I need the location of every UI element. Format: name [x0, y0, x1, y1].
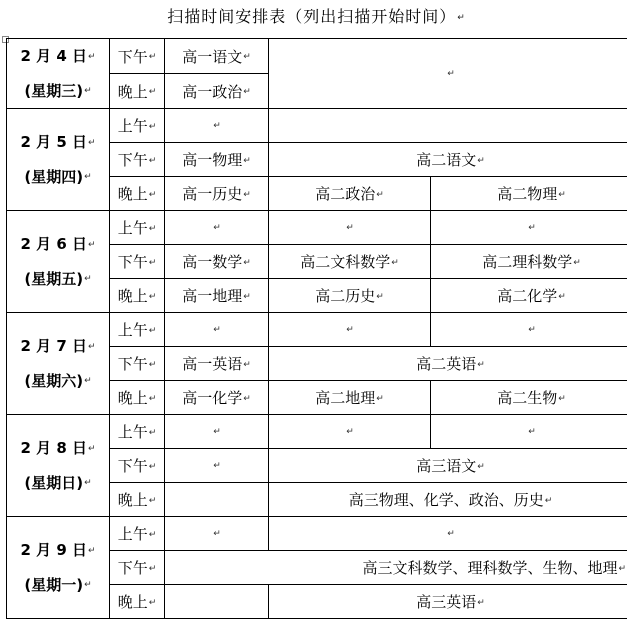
subject-cell: ↵ [165, 517, 269, 551]
subject-cell: ↵ [165, 449, 269, 483]
empty-cell: ↵ [431, 415, 633, 449]
subject-cell: 高二语文↵ [269, 143, 633, 177]
period-cell: 晚上↵ [110, 74, 165, 109]
empty-cell: ↵ [431, 211, 633, 245]
table-row [7, 39, 633, 74]
period-cell: 晚上↵ [110, 177, 165, 211]
period-cell: 上午↵ [110, 211, 165, 245]
empty-cell: ↵ [269, 39, 633, 109]
subject-cell: 高二政治↵ [269, 177, 431, 211]
period-cell: 上午↵ [110, 313, 165, 347]
table-row [7, 313, 633, 347]
period-cell: 晚上↵ [110, 381, 165, 415]
subject-cell: 高一数学↵ [165, 245, 269, 279]
page-edge [627, 38, 633, 620]
subject-cell: 高一英语↵ [165, 347, 269, 381]
period-cell: 下午↵ [110, 449, 165, 483]
period-cell: 晚上↵ [110, 483, 165, 517]
subject-cell: 高一政治↵ [165, 74, 269, 109]
subject-cell: ↵ [165, 415, 269, 449]
subject-cell: 高三语文↵ [269, 449, 633, 483]
subject-cell [165, 585, 269, 619]
subject-cell: 高二英语↵ [269, 347, 633, 381]
subject-cell: 高二理科数学↵ [431, 245, 633, 279]
subject-cell: ↵ [165, 313, 269, 347]
period-cell: 上午↵ [110, 109, 165, 143]
subject-cell: ↵ [165, 211, 269, 245]
period-cell: 下午↵ [110, 245, 165, 279]
subject-cell [165, 483, 269, 517]
period-cell: 晚上↵ [110, 585, 165, 619]
period-cell: 下午↵ [110, 39, 165, 74]
period-cell: 晚上↵ [110, 279, 165, 313]
subject-cell: 高一语文↵ [165, 39, 269, 74]
date-cell: 2 月 6 日↵ (星期五)↵ [7, 211, 110, 313]
subject-cell: 高一历史↵ [165, 177, 269, 211]
date-cell: 2 月 8 日↵ (星期日)↵ [7, 415, 110, 517]
date-cell: 2 月 9 日↵ (星期一)↵ [7, 517, 110, 619]
empty-cell: ↵ [269, 313, 431, 347]
date-cell: 2 月 4 日↵ (星期三)↵ [7, 39, 110, 109]
subject-cell: 高三物理、化学、政治、历史↵ [269, 483, 633, 517]
schedule-table [6, 38, 633, 619]
table-row [7, 211, 633, 245]
subject-cell: 高二化学↵ [431, 279, 633, 313]
table-row [7, 517, 633, 551]
subject-cell: 高二文科数学↵ [269, 245, 431, 279]
empty-cell: ↵ [431, 313, 633, 347]
empty-cell [269, 109, 633, 143]
empty-cell: ↵ [269, 211, 431, 245]
subject-cell: 高一化学↵ [165, 381, 269, 415]
date-cell: 2 月 7 日↵ (星期六)↵ [7, 313, 110, 415]
period-cell: 下午↵ [110, 347, 165, 381]
subject-cell: 高二地理↵ [269, 381, 431, 415]
subject-cell: 高一地理↵ [165, 279, 269, 313]
subject-cell: ↵ [165, 109, 269, 143]
period-cell: 下午↵ [110, 143, 165, 177]
subject-cell: 高三文科数学、理科数学、生物、地理↵ [165, 551, 633, 585]
page-title: 扫描时间安排表（列出扫描开始时间）↵ [167, 7, 466, 26]
empty-cell: ↵ [269, 517, 633, 551]
empty-cell: ↵ [269, 415, 431, 449]
period-cell: 下午↵ [110, 551, 165, 585]
table-row [7, 415, 633, 449]
subject-cell: 高一物理↵ [165, 143, 269, 177]
date-cell: 2 月 5 日↵ (星期四)↵ [7, 109, 110, 211]
table-row [7, 109, 633, 143]
subject-cell: 高二生物↵ [431, 381, 633, 415]
subject-cell: 高三英语↵ [269, 585, 633, 619]
period-cell: 上午↵ [110, 415, 165, 449]
subject-cell: 高二物理↵ [431, 177, 633, 211]
subject-cell: 高二历史↵ [269, 279, 431, 313]
period-cell: 上午↵ [110, 517, 165, 551]
